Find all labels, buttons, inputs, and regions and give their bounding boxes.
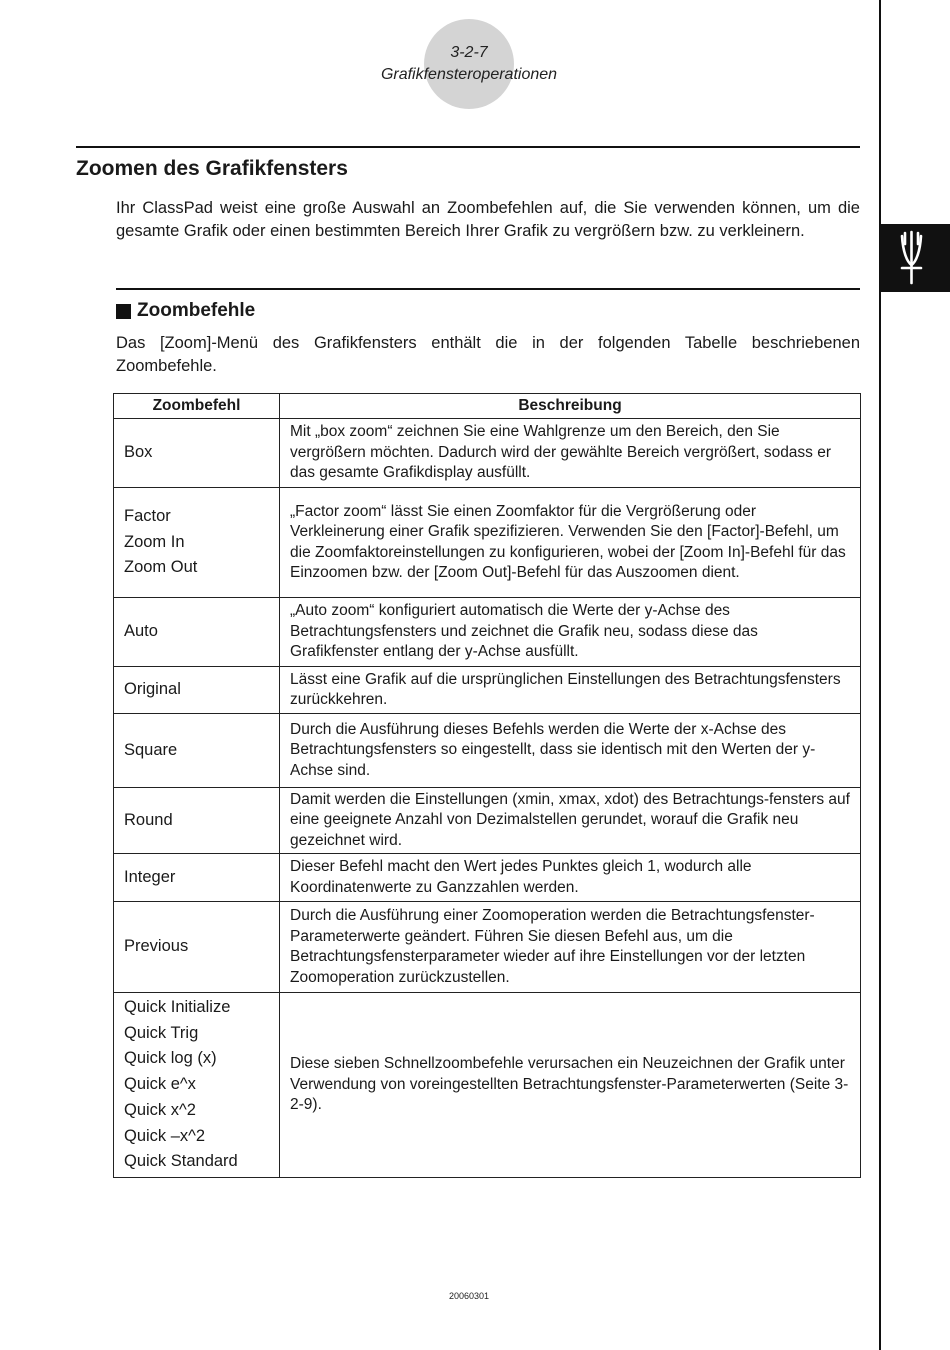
page-number: 3-2-7 [450,44,488,61]
command-name: Auto [124,622,158,641]
command-name: Box [124,443,153,462]
table-row [114,598,861,667]
command-name: Integer [124,867,176,886]
column-header: Zoombefehl [114,394,280,419]
description-cell [280,993,861,1178]
chapter-tab [881,224,950,292]
section-divider [76,146,860,148]
command-cell [114,419,280,488]
command-name: Quick log (x) [124,1049,217,1068]
command-name: Zoom Out [124,558,198,577]
command-cell [114,598,280,667]
description-cell [280,902,861,993]
command-cell [114,667,280,714]
command-name: Round [124,810,173,829]
table-row [114,714,861,788]
command-description: „Auto zoom“ konfiguriert automatisch die Werte der y-Achse des Betrachtungsfensters und zeichnet die Grafik neu, sodass diese das Grafikfenster entlang der y-Achse ausfüllt. [290,602,758,661]
subsection-title [116,300,255,322]
description-cell [280,419,861,488]
command-name: Quick –x^2 [124,1126,206,1145]
graph-function-icon [881,224,950,292]
command-name: Quick Trig [124,1023,199,1042]
command-cell [114,993,280,1178]
command-description: Mit „box zoom“ zeichnen Sie eine Wahlgrenze um den Bereich, den Sie vergrößern möchten. Dadurch wird der gewählte Bereich vergrößert, sodass er das gesamte Grafikdisplay ausfüllt. [290,423,832,482]
command-cell [114,902,280,993]
table-row [114,667,861,714]
command-name: Quick e^x [124,1075,196,1094]
command-description: Lässt eine Grafik auf die ursprünglichen Einstellungen des Betrachtungsfensters zurückkehren. [290,670,841,708]
column-header: Beschreibung [280,394,861,419]
command-description: „Factor zoom“ lässt Sie einen Zoomfaktor für die Vergrößerung oder Verkleinerung einer Grafik spezifizieren. Verwenden Sie den [Factor]-Befehl, um die Zoomfaktoreinstellungen zu konfigurieren, wobei der [Zoom In]-Befehl für das Einzoomen bzw. der [Zoom Out]-Befehl für das Auszoomen dient. [290,502,846,581]
subsection-intro: Das [Zoom]-Menü des Grafikfensters enthält die in der folgenden Tabelle beschriebenen Zoombefehle. [116,334,860,375]
description-cell [280,854,861,902]
command-description: Diese sieben Schnellzoombefehle verursachen ein Neuzeichnen der Grafik unter Verwendung von voreingestellten Betrachtungsfenster-Parameterwerten (Seite 3-2-9). [290,1055,849,1114]
description-cell [280,598,861,667]
table-row [114,854,861,902]
section-intro: Ihr ClassPad weist eine große Auswahl an Zoombefehlen auf, die Sie verwenden können, um die gesamte Grafik oder einen bestimmten Bereich Ihrer Grafik zu vergrößern bzw. zu verkleinern. [116,199,860,240]
command-cell [114,488,280,598]
table-header-row [114,394,861,419]
command-name: Quick Initialize [124,997,231,1016]
page-number-circle [424,19,514,109]
table-row [114,488,861,598]
right-margin-rule [879,0,881,1350]
chapter-title: Grafikfensteroperationen [380,66,558,83]
command-name: Previous [124,937,189,956]
command-name: Quick x^2 [124,1100,196,1119]
command-name: Zoom In [124,532,185,551]
command-name: Quick Standard [124,1152,238,1171]
command-description: Durch die Ausführung dieses Befehls werden die Werte der x-Achse des Betrachtungsfensters so eingestellt, dass sie identisch mit den Werten der y-Achse sind. [290,720,816,779]
description-cell [280,488,861,598]
table-row [114,419,861,488]
description-cell [280,788,861,854]
command-description: Dieser Befehl macht den Wert jedes Punktes gleich 1, wodurch alle Koordinatenwerte zu Ganzzahlen werden. [290,858,752,896]
command-name: Original [124,680,181,699]
footer-code: 20060301 [448,1291,490,1301]
table-row [114,993,861,1178]
table-row [114,902,861,993]
description-cell [280,714,861,788]
subsection-divider [116,288,860,290]
command-cell [114,714,280,788]
command-name: Factor [124,506,171,525]
description-cell [280,667,861,714]
subsection-title-text: Zoombefehle [137,300,256,321]
command-description: Durch die Ausführung einer Zoomoperation werden die Betrachtungsfenster-Parameterwerte geändert. Führen Sie diesen Befehl aus, um die Betrachtungsfensterparameter wieder auf ihre Einstellungen vor der letzten Zoomoperation zurückzustellen. [290,907,815,986]
table-row [114,788,861,854]
command-description: Damit werden die Einstellungen (xmin, xmax, xdot) des Betrachtungs-fensters auf eine geeignete Anzahl von Dezimalstellen gerundet, worauf die Grafik neu gezeichnet wird. [290,790,850,849]
command-cell [114,788,280,854]
command-name: Square [124,740,178,759]
section-title: Zoomen des Grafikfensters [76,157,348,180]
square-bullet-icon [116,304,131,319]
command-cell [114,854,280,902]
zoom-commands-table [113,393,861,1178]
